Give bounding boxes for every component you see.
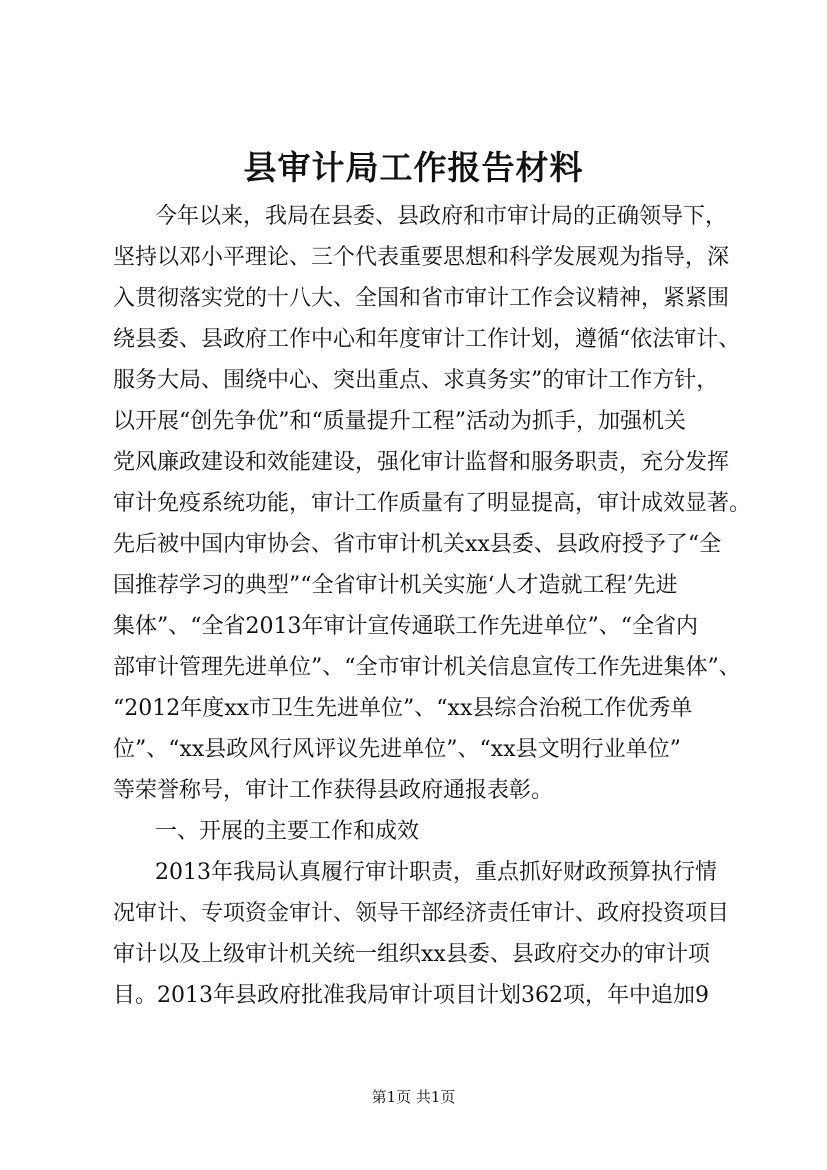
body-line: 况审计、专项资金审计、领导干部经济责任审计、政府投资项目 [113,901,730,926]
body-line: 以开展“创先争优”和“质量提升工程”活动为抓手，加强机关 [113,409,686,434]
body-line: 2013年我局认真履行审计职责，重点抓好财政预算执行情 [155,860,717,885]
body-line: “2012年度xx市卫生先进单位”、“xx县综合治税工作优秀单 [113,696,693,721]
body-line: 今年以来，我局在县委、县政府和市审计局的正确领导下， [155,204,728,229]
body-line: 绕县委、县政府工作中心和年度审计工作计划，遵循“依法审计、 [113,327,741,352]
body-line: 入贯彻落实党的十八大、全国和省市审计工作会议精神，紧紧围 [113,286,730,311]
page-footer: 第1页 共1页 [371,1088,456,1106]
section-heading: 一、开展的主要工作和成效 [155,819,420,844]
body-line: 集体”、“全省2013年审计宣传通联工作先进单位”、“全省内 [113,614,698,639]
body-line: 党风廉政建设和效能建设，强化审计监督和服务职责，充分发挥 [113,450,730,475]
body-line: 先后被中国内审协会、省市审计机关xx县委、县政府授予了“全 [113,532,722,557]
body-line: 国推荐学习的典型”“全省审计机关实施‘人才造就工程’先进 [113,573,678,598]
body-line: 部审计管理先进单位”、“全市审计机关信息宣传工作先进集体”、 [113,655,741,680]
body-line: 坚持以邓小平理论、三个代表重要思想和科学发展观为指导，深 [113,245,730,270]
document-title: 县审计局工作报告材料 [243,148,584,187]
document-body [113,196,753,1016]
body-line: 等荣誉称号，审计工作获得县政府通报表彰。 [113,778,554,803]
body-line: 位”、“xx县政风行风评议先进单位”、“xx县文明行业单位” [113,737,681,762]
body-line: 审计以及上级审计机关统一组织xx县委、县政府交办的审计项 [113,942,710,967]
body-line: 审计免疫系统功能，审计工作质量有了明显提高，审计成效显著。 [113,491,752,516]
body-line: 服务大局、围绕中心、突出重点、求真务实”的审计工作方针， [113,368,719,393]
body-line: 目。2013年县政府批准我局审计项目计划362项，年中追加9 [113,983,709,1008]
